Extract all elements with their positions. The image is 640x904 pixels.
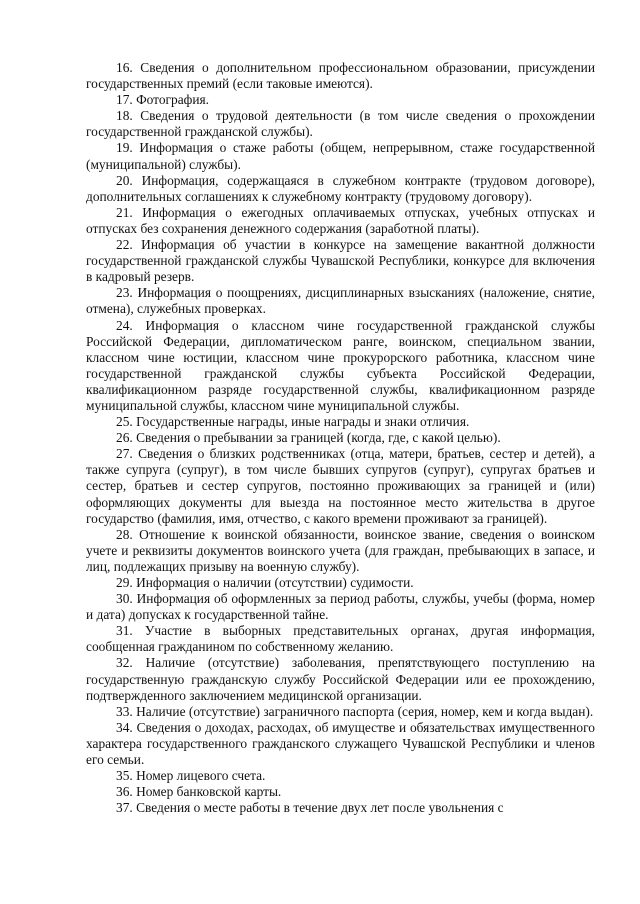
list-item-29: 29. Информация о наличии (отсутствии) судимости. xyxy=(116,575,414,590)
list-item-37: 37. Сведения о месте работы в течение двух лет после увольнения с xyxy=(116,800,504,816)
list-item-18: 18. Сведения о трудовой деятельности (в том числе сведения о прохождении государственной гражданской службы). xyxy=(86,108,595,140)
list-item-19: 19. Информация о стаже работы (общем, непрерывном, стаже государственной (муниципальной) службы). xyxy=(86,140,595,172)
list-item-28: 28. Отношение к воинской обязанности, воинское звание, сведения о воинском учете и реквизиты документов воинского учета (для граждан, пребывающих в запасе, и лиц, подлежащих призыву на военную службу). xyxy=(86,526,595,574)
list-item-26: 26. Сведения о пребывании за границей (когда, где, с какой целью). xyxy=(116,430,501,446)
list-item-36: 36. Номер банковской карты. xyxy=(116,784,282,800)
list-item-30: 30. Информация об оформленных за период работы, службы, учебы (форма, номер и дата) допусках к государственной тайне. xyxy=(86,591,595,623)
list-item-21: 21. Информация о ежегодных оплачиваемых отпусках, учебных отпусках и отпусках без сохранения денежного содержания (заработной платы). xyxy=(86,204,595,236)
list-item-25: 25. Государственные награды, иные награды и знаки отличия. xyxy=(116,414,470,430)
list-item-32: 32. Наличие (отсутствие) заболевания, препятствующего поступлению на государственную гражданскую службу Российской Федерации или ее прохождению, подтвержденного заключением медицинской организации. xyxy=(86,655,595,703)
list-item-23: 23. Информация о поощрениях, дисциплинарных взысканиях (наложение, снятие, отмена), служебных проверках. xyxy=(86,285,595,317)
list-item-34: 34. Сведения о доходах, расходах, об имуществе и обязательствах имущественного характера государственного гражданского служащего Чувашской Республики и членов его семьи. xyxy=(86,719,595,768)
list-item-24: 24. Информация о классном чине государственной гражданской службы Российской Федерации, дипломатическом ранге, воинском, специальном звании, классном чине юстиции, классном чине прокурорского работника, классном чине государственной гражданской службы субъекта Российской Федерации, квалификационном разряде государственной службы, квалификационном разряде муниципальной службы, классном чине муниципальной службы. xyxy=(86,317,595,413)
list-item-27: 27. Сведения о близких родственниках (отца, матери, братьев, сестер и детей), а также супруга (супруг), в том числе бывших супругов (супруг), супругах братьев и сестер, братьев и сестер супругов, постоянно проживающих за границей и (или) оформляющих документы для выезда на постоянное место жительства в другое государство (фамилия, имя, отчество, с какого времени проживают за границей). xyxy=(86,446,595,526)
document-page xyxy=(86,60,595,816)
list-item-31: 31. Участие в выборных представительных органах, другая информация, сообщенная гражданином по собственному желанию. xyxy=(86,623,595,655)
list-item-22: 22. Информация об участии в конкурсе на замещение вакантной должности государственной гражданской службы Чувашской Республики, конкурсе для включения в кадровый резерв. xyxy=(86,237,595,285)
list-item-35: 35. Номер лицевого счета. xyxy=(116,768,266,784)
list-item-20: 20. Информация, содержащаяся в служебном контракте (трудовом договоре), дополнительных соглашениях к служебному контракту (трудовому договору). xyxy=(86,172,595,204)
list-item-33: 33. Наличие (отсутствие) заграничного паспорта (серия, номер, кем и когда выдан). xyxy=(116,703,594,719)
list-item-16: 16. Сведения о дополнительном профессиональном образовании, присуждении государственных премий (если таковые имеются). xyxy=(86,60,595,92)
list-item-17: 17. Фотография. xyxy=(116,92,210,108)
